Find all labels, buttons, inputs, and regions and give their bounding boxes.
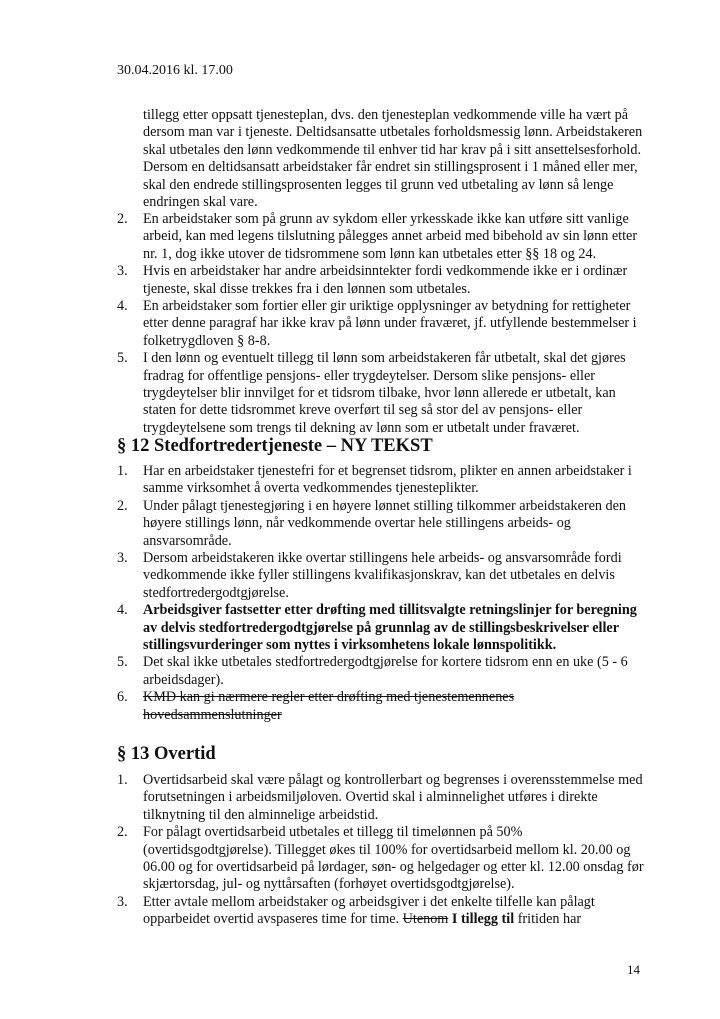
- list-item: 2. Under pålagt tjenestegjøring i en høyere lønnet stilling tilkommer arbeidstakeren den høyere stillings lønn, når vedkommende overtar hele stillingens arbeids- og ansvarsområde.: [117, 497, 627, 549]
- list-item: 3. Hvis en arbeidstaker har andre arbeidsinntekter fordi vedkommende ikke er i ordinær tjeneste, skal disse trekkes fra i den lønnen som utbetales.: [117, 263, 628, 297]
- continuation-paragraph: tillegg etter oppsatt tjenesteplan, dvs. den tjenesteplan vedkommende ville ha vært på dersom man var i tjeneste. Deltidsansatte utbetales forholdsmessig lønn. Arbeidstakeren skal utbetales den lønn vedkommende til enhver tid har krav på i sitt ansettelsesforhold. Dersom en deltidsansatt arbeidstaker får endret sin stillingsprosent i 1 måned eller mer, skal den endrede stillingsprosenten legges til grunn ved utbetaling av lønn så lenge endringen skal vare.: [143, 107, 643, 211]
- list-section12: [0, 463, 720, 724]
- header-datetime: 30.04.2016 kl. 17.00: [117, 63, 233, 78]
- list-item-struck: 6. KMD kan gi nærmere regler etter drøfting med tjenestemennenes hovedsammenslutninger: [117, 689, 515, 723]
- list-section11: [0, 211, 720, 437]
- list-item: 4. En arbeidstaker som fortier eller gir uriktige opplysninger av betydning for rettigheter etter denne paragraf har ikke krav på lønn under fraværet, jf. utfyllende bestemmelser i folketrygdloven § 8-8.: [117, 298, 637, 349]
- list-item: 1. Overtidsarbeid skal være pålagt og kontrollerbart og begrenses i overensstemmelse med forutsetningen i arbeidsmiljøloven. Overtid skal i alminnelighet utføres i direkte tilknytning til den alminnelige arbeidstid.: [117, 772, 643, 823]
- list-item: 5. I den lønn og eventuelt tillegg til lønn som arbeidstakeren får utbetalt, skal det gjøres fradrag for offentlige pensjons- eller trygdeytelser. Dersom slike pensjons- eller trygdeytelser blir innvilget for et tidsrom tilbake, hvor lønn allerede er utbetalt, kan staten for dette tidsrommet kreve overført til seg så stor del av pensjons- eller trygdeytelsene som trengs til dekning av lønn som er utbetalt under fraværet.: [117, 350, 626, 436]
- section-13-heading: § 13 Overtid: [117, 744, 216, 764]
- list-item: 4. Arbeidsgiver fastsetter etter drøfting med tillitsvalgte retningslinjer for beregning av delvis stedfortredergodtgjørelse på grunnlag av de stillingsbeskrivelser eller stillingsvurderinger som nyttes i virksomhetens lokale lønnspolitikk.: [117, 602, 637, 654]
- list-item: 2. En arbeidstaker som på grunn av sykdom eller yrkesskade ikke kan utføre sitt vanlige arbeid, kan med legens tilslutning pålegges annet arbeid med bibehold av sin lønn etter nr. 1, dog ikke utover de tidsrommene som lønn kan utbetales etter §§ 18 og 24.: [117, 211, 638, 262]
- list-item: 3. Etter avtale mellom arbeidstaker og arbeidsgiver i det enkelte tilfelle kan pålagt opparbeidet overtid avspaseres time for time. Utenom I tillegg til fritiden har: [117, 893, 595, 928]
- list-item: 5. Det skal ikke utbetales stedfortredergodtgjørelse for kortere tidsrom enn en uke (5 - 6 arbeidsdager).: [117, 654, 628, 688]
- list-item: 2. For pålagt overtidsarbeid utbetales et tillegg til timelønnen på 50% (overtidsgodtgjørelse). Tillegget økes til 100% for overtidsarbeid mellom kl. 20.00 og 06.00 og for overtidsarbeid på lørdager, søn- og helgedager og etter kl. 12.00 onsdag før skjærtorsdag, jul- og nyttårsaften (forhøyet overtidsgodtgjørelse).: [117, 824, 644, 893]
- page-number: 14: [627, 962, 640, 977]
- list-item: 1. Har en arbeidstaker tjenestefri for et begrenset tidsrom, plikter en annen arbeidstaker i samme virksomhet å overta vedkommendes tjenesteplikter.: [117, 463, 632, 497]
- section-12-heading: § 12 Stedfortredertjeneste – NY TEKST: [117, 436, 433, 456]
- list-section13: [0, 772, 720, 929]
- list-item: 3. Dersom arbeidstakeren ikke overtar stillingens hele arbeids- og ansvarsområde fordi vedkommende ikke fyller stillingens kvalifikasjonskrav, kan det utbetales en delvis stedfortredergodtgjørelse.: [117, 550, 622, 601]
